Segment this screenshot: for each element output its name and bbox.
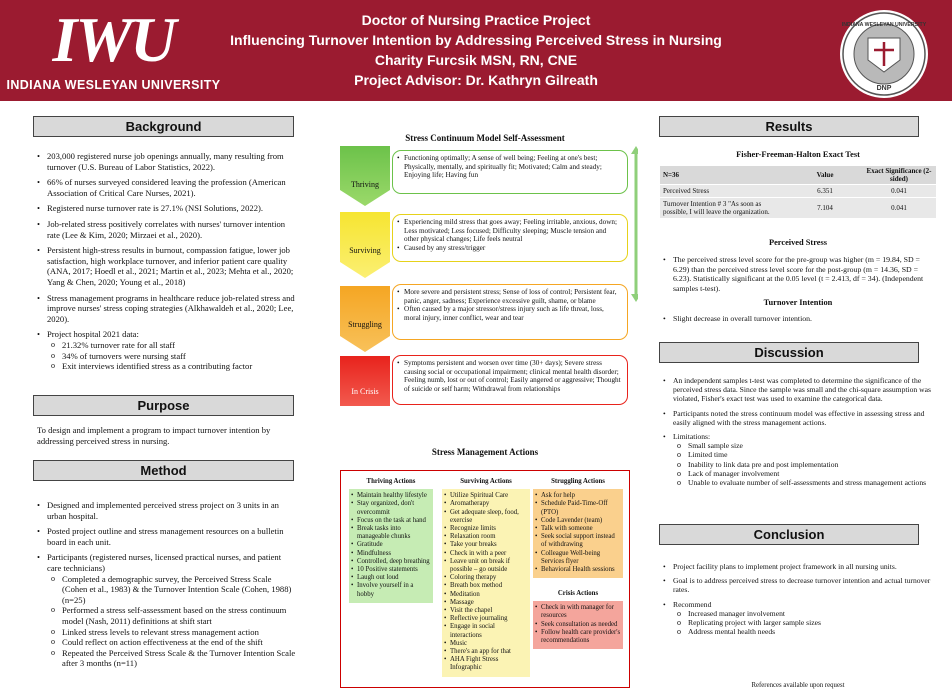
- action-item: • There's an app for that: [443, 648, 528, 656]
- action-item: • Laugh out loud: [350, 574, 431, 582]
- seal-top-text: INDIANA WESLEYAN UNIVERSITY: [841, 22, 927, 28]
- stage-box-thriving: [392, 150, 628, 194]
- action-item: • AHA Fight Stress Infographic: [443, 656, 528, 672]
- action-item: • Take your breaks: [443, 541, 528, 549]
- action-item: • Controlled, deep breathing: [350, 558, 431, 566]
- action-item: • Code Lavender (team): [534, 517, 621, 525]
- crisis-actions-list: [533, 601, 623, 649]
- list-item: • The perceived stress level score for the pre-group was higher (m = 19.84, SD = 6.29) than the perceived stress level score for the post-group (m = 14.36, SD = 6.23). Statistically significant at the 0.05 level (t = 2.413, df = 34). (Independent samples t-test).: [660, 255, 932, 293]
- list-item: • Limitations:: [660, 432, 932, 441]
- action-item: • Stay organized, don't overcommit: [350, 500, 431, 516]
- action-item: • Reflective journaling: [443, 615, 528, 623]
- action-item: • Music: [443, 640, 528, 648]
- seal-bottom-text: DNP: [876, 85, 892, 92]
- dnp-seal-icon: [838, 8, 930, 100]
- list-item: • Project facility plans to implement project framework in all nursing units.: [660, 562, 932, 571]
- stage-box-crisis: [392, 355, 628, 405]
- action-item: • Aromatherapy: [443, 500, 528, 508]
- list-item: • Stress management programs in healthcare reduce job-related stress and improve nurses' stress coping strategies (Alkhawaldeh et al., 2020; Lee, 2020).: [34, 293, 296, 325]
- purpose-heading: Purpose: [33, 395, 294, 416]
- stage-label-surviving: Surviving: [349, 246, 381, 255]
- struggling-chevron: [340, 286, 390, 352]
- table-cell: 0.041: [862, 185, 936, 198]
- sub-item: o Exit interviews identified stress as a contributing factor: [34, 361, 296, 372]
- list-item: • Registered nurse turnover rate is 27.1% (NSI Solutions, 2022).: [34, 203, 296, 214]
- table-row: [660, 185, 936, 198]
- references-note: References available upon request: [751, 682, 845, 689]
- sub-item: o Increased manager involvement: [660, 609, 932, 618]
- stage-label-thriving: Thriving: [351, 180, 379, 189]
- action-item: • Talk with someone: [534, 525, 621, 533]
- action-item: • Breath box method: [443, 582, 528, 590]
- thriving-actions: [349, 478, 433, 603]
- table-cell: 0.041: [862, 198, 936, 219]
- turnover-intention-heading: Turnover Intention: [763, 298, 833, 307]
- table-cell: Perceived Stress: [660, 185, 788, 198]
- action-item: • Behavioral Health sessions: [534, 566, 621, 574]
- action-item: • Colleague Well-being Services flyer: [534, 550, 621, 566]
- action-item: • Seek social support instead of withdrawing: [534, 533, 621, 549]
- action-item: • Get adequate sleep, food, exercise: [443, 509, 528, 525]
- sub-item: o Could reflect on action effectiveness at the end of the shift: [34, 637, 296, 648]
- header-banner: [0, 0, 952, 101]
- surviving-actions-list: [442, 489, 530, 676]
- background-list: [34, 151, 296, 372]
- poster-titles: [190, 10, 762, 90]
- method-heading: Method: [33, 460, 294, 481]
- table-cell: 6.351: [788, 185, 862, 198]
- conclusion-list: [660, 562, 932, 636]
- surviving-actions: [442, 478, 530, 677]
- action-item: • Massage: [443, 599, 528, 607]
- author-name: Charity Furcsik MSN, RN, CNE: [374, 52, 578, 68]
- action-item: • Leave unit on break if possible – go outside: [443, 558, 528, 574]
- action-item: • Follow health care provider's recommendations: [534, 629, 621, 645]
- crisis-chevron: [340, 356, 390, 406]
- sub-item: o Inability to link data pre and post implementation: [660, 460, 932, 469]
- list-item: • Recommend: [660, 600, 932, 609]
- action-item: • Mindfulness: [350, 550, 431, 558]
- arrow-up-icon: [631, 146, 638, 154]
- action-item: • Engage in social interactions: [443, 623, 528, 639]
- action-item: • Meditation: [443, 591, 528, 599]
- stage-item: • Symptoms persistent and worsen over time (30+ days); Severe stress causing social or occupational impairment; clinical mental health disorder; Feeling numb, lost or out of control; Easily angered or aggressive; Thought of suicide or self harm; Withdrawal from relationships: [397, 359, 621, 393]
- action-item: • Visit the chapel: [443, 607, 528, 615]
- background-heading: Background: [33, 116, 294, 137]
- arrow-down-icon: [631, 294, 638, 302]
- action-item: • Ask for help: [534, 492, 621, 500]
- list-item: • Designed and implemented perceived stress project on 3 units in an urban hospital.: [34, 500, 296, 521]
- list-item: • Slight decrease in overall turnover intention.: [660, 314, 932, 324]
- struggling-actions-heading: Struggling Actions: [551, 478, 605, 485]
- sub-item: o Address mental health needs: [660, 627, 932, 636]
- list-item: • 203,000 registered nurse job openings annually, many resulting from turnover (U.S. Bureau of Labor Statistics, 2022).: [34, 151, 296, 172]
- stage-item: • Experiencing mild stress that goes away; Feeling irritable, anxious, down; Less motivated; Less focused; Difficulty sleeping; Muscle tension and other physical changes; Life feels neutral: [397, 218, 621, 244]
- action-item: • Check in with a peer: [443, 550, 528, 558]
- action-item: • Break tasks into manageable chunks: [350, 525, 431, 541]
- action-item: • Gratitude: [350, 541, 431, 549]
- sub-item: o Replicating project with larger sample sizes: [660, 618, 932, 627]
- management-title: Stress Management Actions: [431, 447, 539, 457]
- table-row: [660, 198, 936, 219]
- stage-box-struggling: [392, 284, 628, 340]
- stage-item: • More severe and persistent stress; Sense of loss of control; Persistent fear, panic, anger, sadness; Experience excessive guilt, shame, or blame: [397, 288, 621, 305]
- list-item: • Persistent high-stress results in burnout, compassion fatigue, lower job satisfaction, high workplace turnover, and inferior patient care quality (ANA, 2017; Hoedl et al., 2021; Martin et al., 2023; Mehta et al., 2020; Yang & Chen, 2020; Young et al., 2018): [34, 245, 296, 287]
- action-item: • Utilize Spiritual Care: [443, 492, 528, 500]
- list-item: • Participants noted the stress continuum model was effective in assessing stress and easily aligned with the stress management actions.: [660, 409, 932, 427]
- action-item: • Schedule Paid-Time-Off (PTO): [534, 500, 621, 516]
- action-item: • Coloring therapy: [443, 574, 528, 582]
- list-item: • Posted project outline and stress management resources on a bulletin board in each unit.: [34, 526, 296, 547]
- logo-mark: IWU: [52, 4, 175, 75]
- poster-title: Influencing Turnover Intention by Addressing Perceived Stress in Nursing: [230, 32, 722, 48]
- crisis-actions-heading: Crisis Actions: [557, 590, 599, 597]
- perceived-stress-text: [660, 255, 932, 298]
- list-item: • An independent samples t-test was completed to determine the significance of the perceived stress data. Since the sample was small and the chi-square assumption was violated, Fisher's exact test was used to examine the categorical data.: [660, 376, 932, 404]
- action-item: • Involve yourself in a hobby: [350, 582, 431, 598]
- conclusion-heading: Conclusion: [659, 524, 919, 545]
- sub-item: o Small sample size: [660, 441, 932, 450]
- stage-item: • Often caused by a major stressor/stress injury such as life threat, loss, moral injury, inner conflict, wear and tear: [397, 305, 621, 322]
- surviving-chevron: [340, 212, 390, 278]
- list-item: • 66% of nurses surveyed considered leaving the profession (American Association of Critical Care Nurses, 2021).: [34, 177, 296, 198]
- sub-item: o Performed a stress self-assessment based on the stress continuum model (Nash, 2011) definitions at shift start: [34, 605, 296, 626]
- list-item: • Job-related stress positively correlates with nurses' turnover intention rate (Lee & Kim, 2020; Mirzaei et al., 2020).: [34, 219, 296, 240]
- stage-box-surviving: [392, 214, 628, 262]
- surviving-actions-heading: Surviving Actions: [460, 478, 512, 485]
- turnover-intention-text: [660, 314, 932, 329]
- discussion-list: [660, 376, 932, 487]
- sub-item: o Lack of manager involvement: [660, 469, 932, 478]
- table-header-significance: Exact Significance (2-sided): [862, 166, 936, 185]
- purpose-text: To design and implement a program to impact turnover intention by addressing perceived stress in nursing.: [37, 425, 271, 446]
- struggling-actions-list: [533, 489, 623, 578]
- action-item: • Check in with manager for resources: [534, 604, 621, 620]
- thriving-chevron: [340, 146, 390, 206]
- project-advisor: Project Advisor: Dr. Kathryn Gilreath: [354, 72, 598, 88]
- list-item: • Participants (registered nurses, licensed practical nurses, and patient care technicians): [34, 552, 296, 573]
- table-cell: Turnover Intention # 3 "As soon as possible, I will leave the organization.: [660, 198, 788, 219]
- action-item: • Seek consultation as needed: [534, 621, 621, 629]
- action-item: • 10 Positive statements: [350, 566, 431, 574]
- sub-item: o Linked stress levels to relevant stress management action: [34, 627, 296, 638]
- perceived-stress-heading: Perceived Stress: [768, 238, 828, 247]
- stage-label-struggling: Struggling: [348, 320, 382, 329]
- results-heading: Results: [659, 116, 919, 137]
- logo-wordmark: INDIANA WESLEYAN UNIVERSITY: [6, 78, 221, 92]
- table-header-row: [660, 166, 936, 185]
- stage-item: • Caused by any stress/trigger: [397, 244, 621, 253]
- project-type: Doctor of Nursing Practice Project: [361, 12, 591, 28]
- table-title: Fisher-Freeman-Halton Exact Test: [736, 150, 860, 159]
- list-item: • Project hospital 2021 data:: [34, 329, 296, 340]
- table-header-value: Value: [788, 166, 862, 185]
- stage-label-crisis: In Crisis: [351, 387, 379, 396]
- action-item: • Recognize limits: [443, 525, 528, 533]
- sub-item: o Unable to evaluate number of self-assessments and stress management actions: [660, 478, 932, 487]
- discussion-heading: Discussion: [659, 342, 919, 363]
- list-item: • Goal is to address perceived stress to decrease turnover intention and actual turnover rates.: [660, 576, 932, 594]
- sub-item: o Repeated the Perceived Stress Scale & the Turnover Intention Scale after 3 months (n=11): [34, 648, 296, 669]
- action-item: • Focus on the task at hand: [350, 517, 431, 525]
- table-header-n: N=36: [660, 166, 788, 185]
- sub-item: o Completed a demographic survey, the Perceived Stress Scale (Cohen et al., 1983) & the Turnover Intention Scale (Cohen, 1988) (n=25): [34, 574, 296, 606]
- action-item: • Relaxation room: [443, 533, 528, 541]
- stage-item: • Functioning optimally; A sense of well being; Feeling at one's best; Physically, mentally, and spiritually fit; Motivated; Calm and steady; Enjoying life; Having fun: [397, 154, 621, 180]
- action-item: • Maintain healthy lifestyle: [350, 492, 431, 500]
- struggling-actions: [533, 478, 623, 578]
- sub-item: o 34% of turnovers were nursing staff: [34, 351, 296, 362]
- thriving-actions-list: [349, 489, 433, 603]
- table-cell: 7.104: [788, 198, 862, 219]
- sub-item: o 21.32% turnover rate for all staff: [34, 340, 296, 351]
- method-list: [34, 500, 296, 669]
- fisher-table: [660, 166, 936, 218]
- sub-item: o Limited time: [660, 450, 932, 459]
- continuum-title: Stress Continuum Model Self-Assessment: [405, 133, 565, 143]
- crisis-actions: [533, 590, 623, 649]
- thriving-actions-heading: Thriving Actions: [366, 478, 416, 485]
